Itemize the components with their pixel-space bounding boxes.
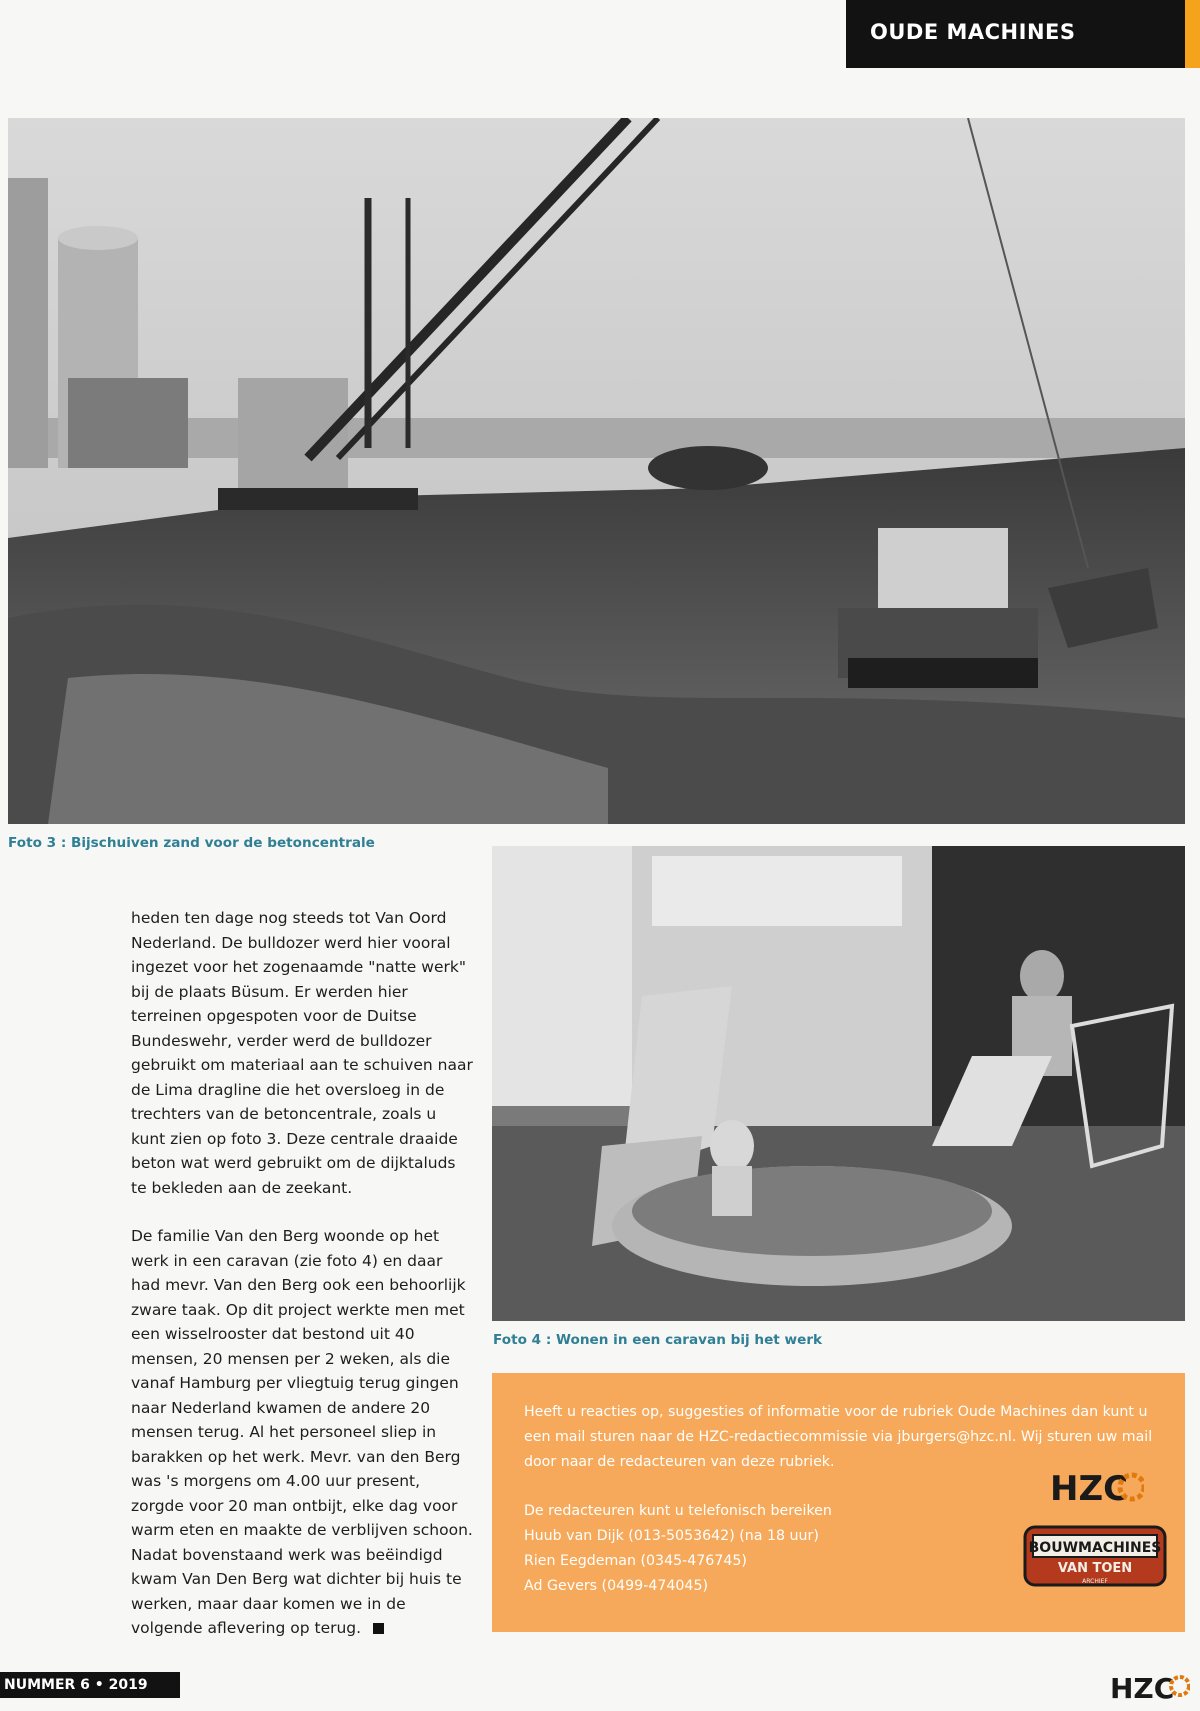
footer-hzc-logo-text: HZC — [1110, 1672, 1175, 1704]
article-body — [131, 906, 473, 1665]
bouwmachines-van-toen-badge — [1023, 1523, 1167, 1595]
footer-hzc-logo — [1110, 1668, 1190, 1704]
badge-line-3: ARCHIEF — [1082, 1578, 1108, 1585]
contact-intro-text: Heeft u reacties op, suggesties of informatie voor de rubriek Oude Machines dan kunt u een mail sturen naar de HZC-redactiecommissie via jburgers@hzc.nl. Wij sturen uw mail door naar de redacteuren van deze rubriek. — [524, 1404, 1153, 1470]
section-accent-bar — [1185, 0, 1200, 68]
photo-4-caravan — [492, 846, 1185, 1321]
photo-4-caption: Foto 4 : Wonen in een caravan bij het werk — [493, 1332, 823, 1348]
issue-footer: NUMMER 6 • 2019 — [0, 1672, 180, 1698]
article-paragraph-2-text: De familie Van den Berg woonde op het werk in een caravan (zie foto 4) en daar had mevr. Van den Berg ook een behoorlijk zware taak. Op dit project werkte men met een wisselrooster dat bestond uit 40 mensen, 20 mensen per 2 weken, als die vanaf Hamburg per vliegtuig terug gingen naar Nederland kwamen de andere 20 mensen terug. Al het personeel sliep in barakken op het werk. Mevr. van den Berg was 's morgens om 4.00 uur present, zorgde voor 20 man ontbijt, elke dag voor warm eten en maakte de verblijven schoon. Nadat bovenstaand werk was beëindigd kwam Van Den Berg wat dichter bij huis te werken, maar daar komen we in de volgende aflevering op terug. — [131, 1227, 473, 1637]
photo-3-caption: Foto 3 : Bijschuiven zand voor de betoncentrale — [8, 835, 375, 851]
photo-3-construction-site — [8, 118, 1185, 824]
hzc-logo-text: HZC — [1050, 1469, 1129, 1509]
photo-3-illustration — [8, 118, 1185, 824]
contacts-heading: De redacteuren kunt u telefonisch bereiken — [524, 1503, 832, 1519]
section-header-tab — [846, 0, 1185, 68]
contact-info-box — [492, 1373, 1185, 1632]
article-paragraph-1: heden ten dage nog steeds tot Van Oord Nederland. De bulldozer werd hier vooral ingezet voor het zogenaamde "natte werk" bij de plaats Büsum. Er werden hier terreinen opgespoten voor de Duitse Bundeswehr, verder werd de bulldozer gebruikt om materiaal aan te schuiven naar de Lima dragline die het oversloeg in de trechters van de betoncentrale, zoals u kunt zien op foto 3. Deze centrale draaide beton wat werd gebruikt om de dijktaluds te bekleden aan de zeekant. — [131, 909, 473, 1197]
contact-line: Rien Eegdeman (0345-476745) — [524, 1553, 747, 1569]
badge-line-2: VAN TOEN — [1057, 1561, 1133, 1576]
editor-contacts — [524, 1499, 954, 1599]
hzc-logo — [1048, 1464, 1144, 1510]
contact-line: Ad Gevers (0499-474045) — [524, 1578, 709, 1594]
contact-line: Huub van Dijk (013-5053642) (na 18 uur) — [524, 1528, 819, 1544]
badge-line-1: BOUWMACHINES — [1028, 1540, 1162, 1556]
photo-4-illustration — [492, 846, 1185, 1321]
section-title: OUDE MACHINES — [870, 20, 1076, 44]
article-paragraph-2 — [131, 1224, 473, 1641]
end-of-article-mark — [373, 1623, 384, 1634]
